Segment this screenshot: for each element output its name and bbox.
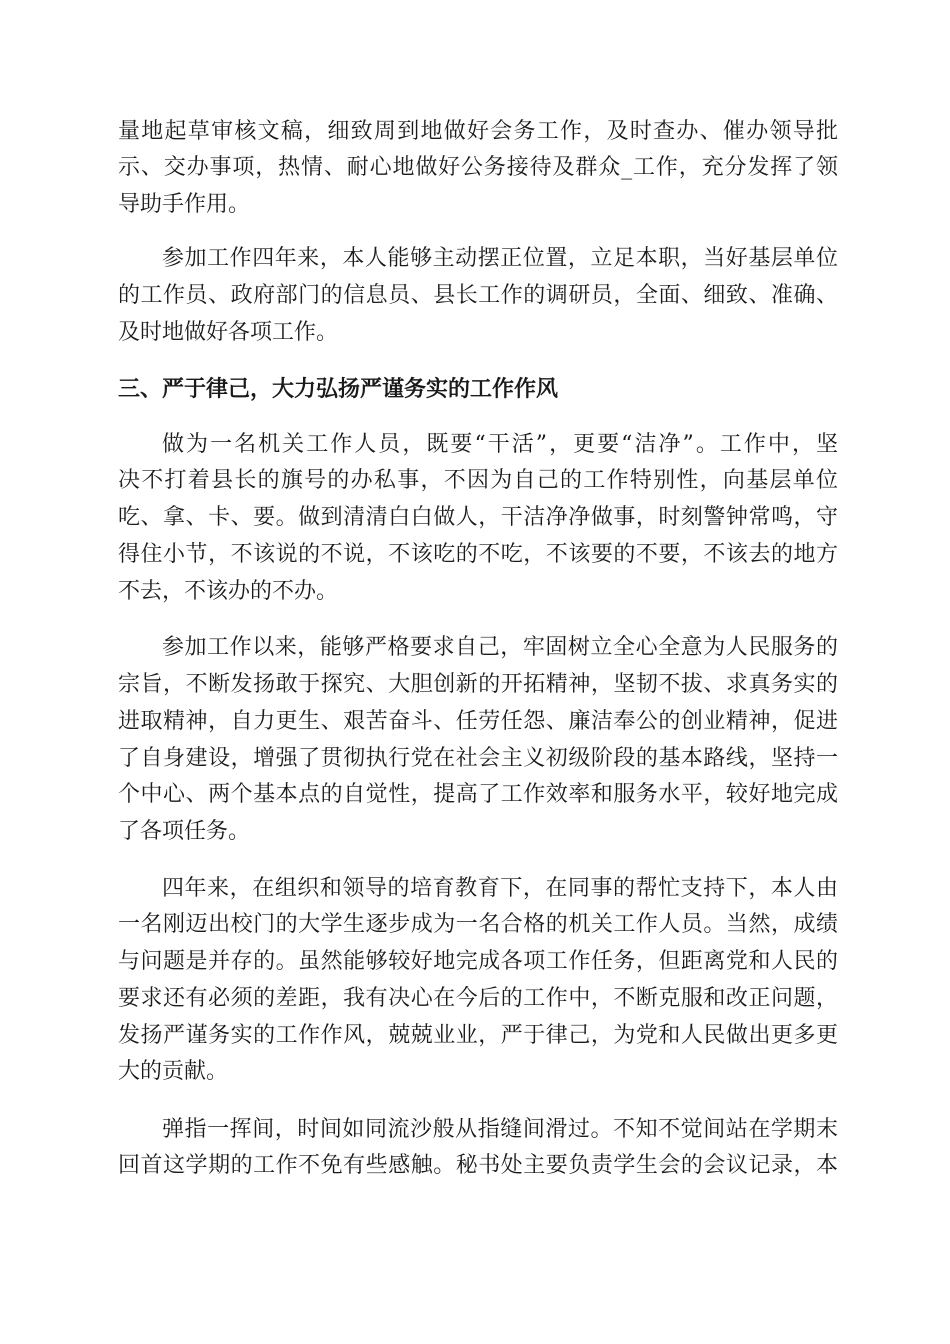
paragraph-2-line-2: 的工作员、政府部门的信息员、县长工作的调研员，全面、细致、准确、	[118, 283, 838, 308]
paragraph-4-line-6: 了各项任务。	[118, 819, 251, 844]
paragraph-2-line-1: 参加工作四年来，本人能够主动摆正位置，立足本职，当好基层单位	[162, 246, 838, 271]
paragraph-6-line-2: 回首这学期的工作不免有些感触。秘书处主要负责学生会的会议记录，本	[118, 1153, 838, 1178]
section-heading: 三、严于律己，大力弘扬严谨务实的工作作风	[118, 377, 559, 402]
paragraph-4-line-1: 参加工作以来，能够严格要求自己，牢固树立全心全意为人民服务的	[162, 635, 838, 660]
paragraph-1-line-1: 量地起草审核文稿，细致周到地做好会务工作，及时查办、催办领导批	[118, 119, 838, 144]
paragraph-2-line-3: 及时地做好各项工作。	[118, 320, 339, 345]
paragraph-1-line-2: 示、交办事项，热情、耐心地做好公务接待及群众_工作，充分发挥了领	[118, 155, 838, 180]
paragraph-4-line-3: 进取精神，自力更生、艰苦奋斗、任劳任怨、廉洁奉公的创业精神，促进	[118, 709, 838, 734]
paragraph-5-line-1: 四年来，在组织和领导的培育教育下，在同事的帮忙支持下，本人由	[162, 876, 838, 901]
paragraph-5-line-3: 与问题是并存的。虽然能够较好地完成各项工作任务，但距离党和人民的	[118, 949, 838, 974]
paragraph-3-line-3: 吃、拿、卡、要。做到清清白白做人，干洁净净做事，时刻警钟常鸣，守	[118, 505, 838, 530]
paragraph-6-line-1: 弹指一挥间，时间如同流沙般从指缝间滑过。不知不觉间站在学期末	[162, 1117, 838, 1142]
paragraph-1-line-3: 导助手作用。	[118, 192, 251, 217]
paragraph-5-line-2: 一名刚迈出校门的大学生逐步成为一名合格的机关工作人员。当然，成绩	[118, 912, 838, 937]
paragraph-4-line-4: 了自身建设，增强了贯彻执行党在社会主义初级阶段的基本路线，坚持一	[118, 746, 838, 771]
paragraph-5-line-4: 要求还有必须的差距，我有决心在今后的工作中，不断克服和改正问题，	[118, 986, 838, 1011]
paragraph-5-line-6: 大的贡献。	[118, 1059, 229, 1084]
paragraph-4-line-2: 宗旨，不断发扬敢于探究、大胆创新的开拓精神，坚韧不拔、求真务实的	[118, 672, 838, 697]
paragraph-3-line-5: 不去，不该办的不办。	[118, 579, 339, 604]
paragraph-3-line-1: 做为一名机关工作人员，既要“干活”，更要“洁净”。工作中，坚	[162, 432, 838, 457]
paragraph-3-line-4: 得住小节，不该说的不说，不该吃的不吃，不该要的不要，不该去的地方	[118, 542, 838, 567]
paragraph-4-line-5: 个中心、两个基本点的自觉性，提高了工作效率和服务水平，较好地完成	[118, 782, 838, 807]
paragraph-3-line-2: 决不打着县长的旗号的办私事，不因为自己的工作特别性，向基层单位	[118, 468, 838, 493]
paragraph-5-line-5: 发扬严谨务实的工作作风，兢兢业业，严于律己，为党和人民做出更多更	[118, 1023, 838, 1048]
